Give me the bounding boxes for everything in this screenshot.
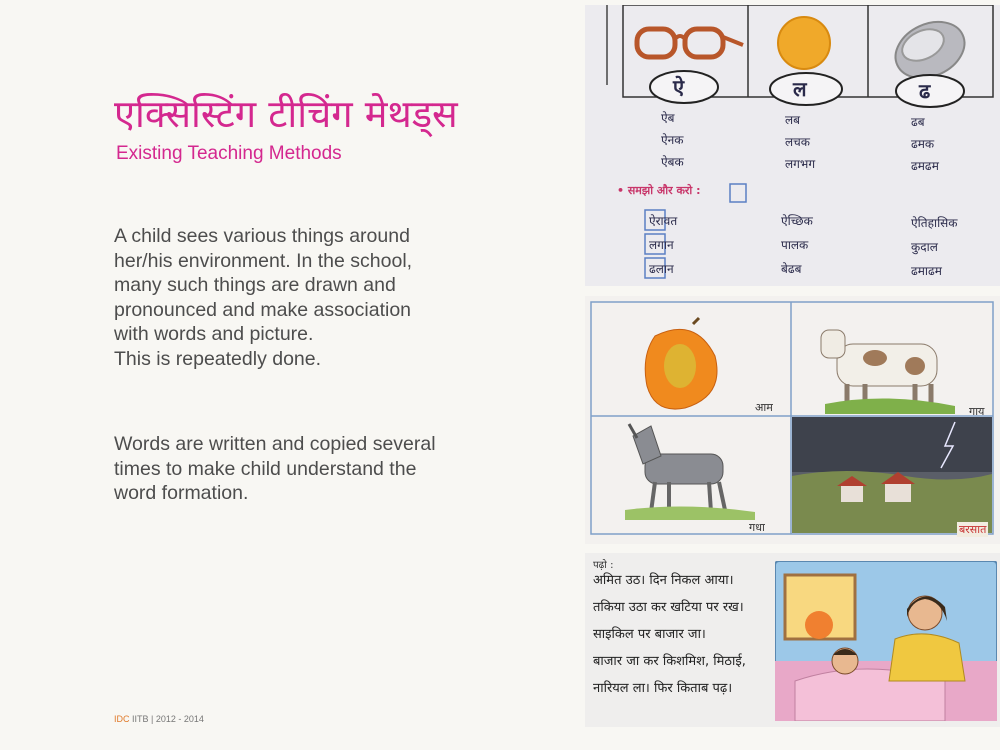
page-title-english: Existing Teaching Methods: [116, 143, 342, 164]
word: पालक: [781, 238, 809, 252]
practice-column-1: [649, 209, 677, 281]
word: ऐतिहासिक: [911, 216, 958, 230]
word: बेढब: [781, 262, 802, 276]
footer-text: IITB | 2012 - 2014: [129, 714, 204, 724]
coin-icon: [778, 17, 830, 69]
reading-heading: पढ़ो :: [593, 560, 614, 571]
reading-line: अमित उठ। दिन निकल आया।: [593, 573, 734, 588]
paragraph-2: [114, 432, 514, 506]
footer-brand: IDC: [114, 714, 130, 724]
word: ऐबक: [661, 155, 684, 169]
reading-lines: [593, 567, 746, 702]
practice-column-2: [781, 209, 813, 281]
paragraph-line: This is repeatedly done.: [114, 347, 322, 370]
word: लचक: [785, 135, 810, 149]
paragraph-line: times to make child understand the: [114, 457, 417, 480]
paragraph-line: word formation.: [114, 482, 249, 504]
word: ऐच्छिक: [781, 214, 813, 228]
word-column-2: [785, 109, 815, 175]
reading-line: साइकिल पर बाजार जा।: [593, 627, 706, 642]
word: कुदाल: [911, 240, 938, 254]
word: लब: [785, 113, 800, 127]
word: लगभग: [785, 157, 816, 171]
word: ढमक: [911, 137, 935, 151]
paragraph-1: [114, 224, 514, 371]
letter-ai: ऐ: [673, 75, 685, 99]
mother-child-illustration: [775, 561, 997, 721]
reading-line: तकिया उठा कर खटिया पर रख।: [593, 600, 744, 615]
word: ऐब: [661, 111, 675, 125]
photo-reading-passage: [585, 553, 1000, 727]
word: ढमाढम: [911, 264, 942, 278]
reading-line: बाजार जा कर किशमिश, मिठाई,: [593, 654, 746, 669]
word: ऐरावत: [649, 214, 678, 228]
word: लगान: [649, 238, 674, 252]
word: ढमढम: [911, 159, 939, 173]
letter-dha: ढ: [919, 79, 931, 103]
caption-rain: बरसात: [959, 523, 987, 536]
word: ऐनक: [661, 133, 684, 147]
word: ढब: [911, 115, 925, 129]
word-column-3: [911, 111, 939, 177]
caption-donkey: गधा: [749, 521, 765, 534]
instruction-label: • समझो और करो :: [617, 184, 701, 197]
footer: [114, 714, 204, 724]
paragraph-line: her/his environment. In the school,: [114, 249, 413, 272]
page-title-hindi: एक्सिस्टिंग टीचिंग मेथड्स: [114, 92, 458, 136]
rain-scene-icon: [792, 417, 992, 533]
picture-grid-drawing: [585, 296, 1000, 544]
paragraph-line: A child sees various things around: [114, 225, 410, 247]
paragraph-line: Words are written and copied several: [114, 433, 436, 455]
caption-mango: आम: [755, 401, 773, 414]
reading-line: नारियल ला। फिर किताब पढ़।: [593, 681, 733, 696]
paragraph-line: many such things are drawn and: [114, 274, 396, 296]
letter-la: ल: [793, 77, 807, 101]
photo-letter-chart: [585, 5, 1000, 286]
word: ढलान: [649, 262, 674, 276]
word-column-1: [661, 107, 684, 173]
caption-cow: गाय: [969, 405, 985, 418]
paragraph-line: pronounced and make association: [114, 298, 412, 321]
practice-column-3: [911, 211, 958, 283]
paragraph-line: with words and picture.: [114, 323, 314, 345]
photo-picture-words: [585, 296, 1000, 544]
